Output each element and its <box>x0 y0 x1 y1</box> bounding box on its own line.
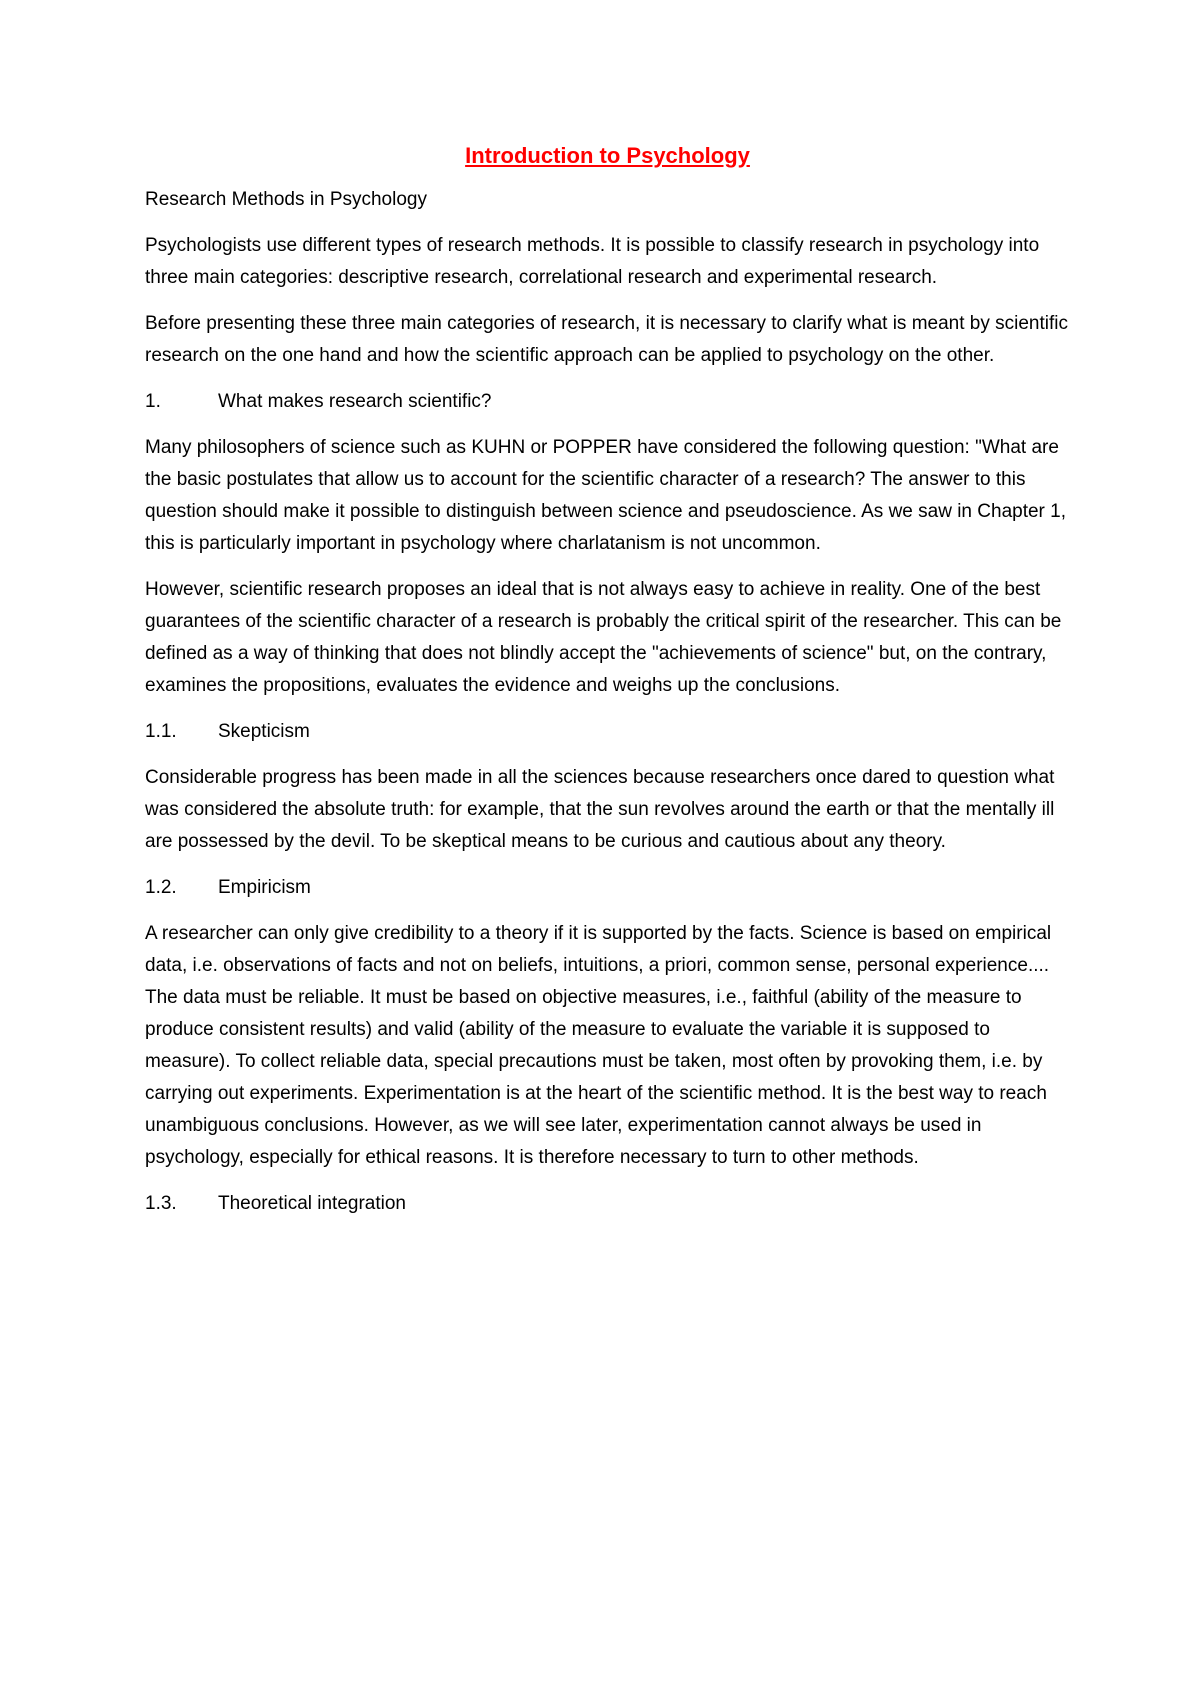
section1-paragraph-1: Many philosophers of science such as KUHN or POPPER have considered the following question: "What are the basic postulates that allow us to account for the scientific character of a research? The answer to this question should make it possible to distinguish between science and pseudoscience. As we saw in Chapter 1, this is particularly important in psychology where charlatanism is not uncommon. <box>145 437 1066 554</box>
section-number: 1.3. <box>145 1193 177 1214</box>
section1-paragraph-2: However, scientific research proposes an ideal that is not always easy to achieve in reality. One of the best guarantees of the scientific character of a research is probably the critical spirit of the researcher. This can be defined as a way of thinking that does not blindly accept the "achievements of science" but, on the contrary, examines the propositions, evaluates the evidence and weighs up the conclusions. <box>145 579 1062 696</box>
intro-paragraph-2: Before presenting these three main categories of research, it is necessary to clarify what is meant by scientific research on the one hand and how the scientific approach can be applied to psychology on the other. <box>145 313 1068 366</box>
section-heading-1-2 <box>145 872 1070 904</box>
section-number: 1.1. <box>145 721 177 742</box>
section-number: 1. <box>145 391 161 412</box>
intro-paragraph-1: Psychologists use different types of research methods. It is possible to classify research in psychology into three main categories: descriptive research, correlational research and experimental research. <box>145 235 1040 288</box>
section-heading-1 <box>145 386 1070 418</box>
section-heading-1-3 <box>145 1188 1070 1220</box>
document-subtitle: Research Methods in Psychology <box>145 189 427 210</box>
section1-2-paragraph: A researcher can only give credibility to a theory if it is supported by the facts. Science is based on empirical data, i.e. observations of facts and not on beliefs, intuitions, a priori, common sense, personal experience.... The data must be reliable. It must be based on objective measures, i.e., faithful (ability of the measure to produce consistent results) and valid (ability of the measure to evaluate the variable it is supposed to measure). To collect reliable data, special precautions must be taken, most often by provoking them, i.e. by carrying out experiments. Experimentation is at the heart of the scientific method. It is the best way to reach unambiguous conclusions. However, as we will see later, experimentation cannot always be used in psychology, especially for ethical reasons. It is therefore necessary to turn to other methods. <box>145 923 1052 1168</box>
section-number: 1.2. <box>145 877 177 898</box>
section-heading-1-1 <box>145 716 1070 748</box>
section-title: Empiricism <box>218 877 311 898</box>
section-title: What makes research scientific? <box>218 391 492 412</box>
section-title: Theoretical integration <box>218 1193 406 1214</box>
document-title: Introduction to Psychology <box>465 143 750 168</box>
section1-1-paragraph: Considerable progress has been made in all the sciences because researchers once dared to question what was considered the absolute truth: for example, that the sun revolves around the earth or that the mentally ill are possessed by the devil. To be skeptical means to be curious and cautious about any theory. <box>145 767 1055 852</box>
document-page <box>145 140 1070 1234</box>
section-title: Skepticism <box>218 721 310 742</box>
